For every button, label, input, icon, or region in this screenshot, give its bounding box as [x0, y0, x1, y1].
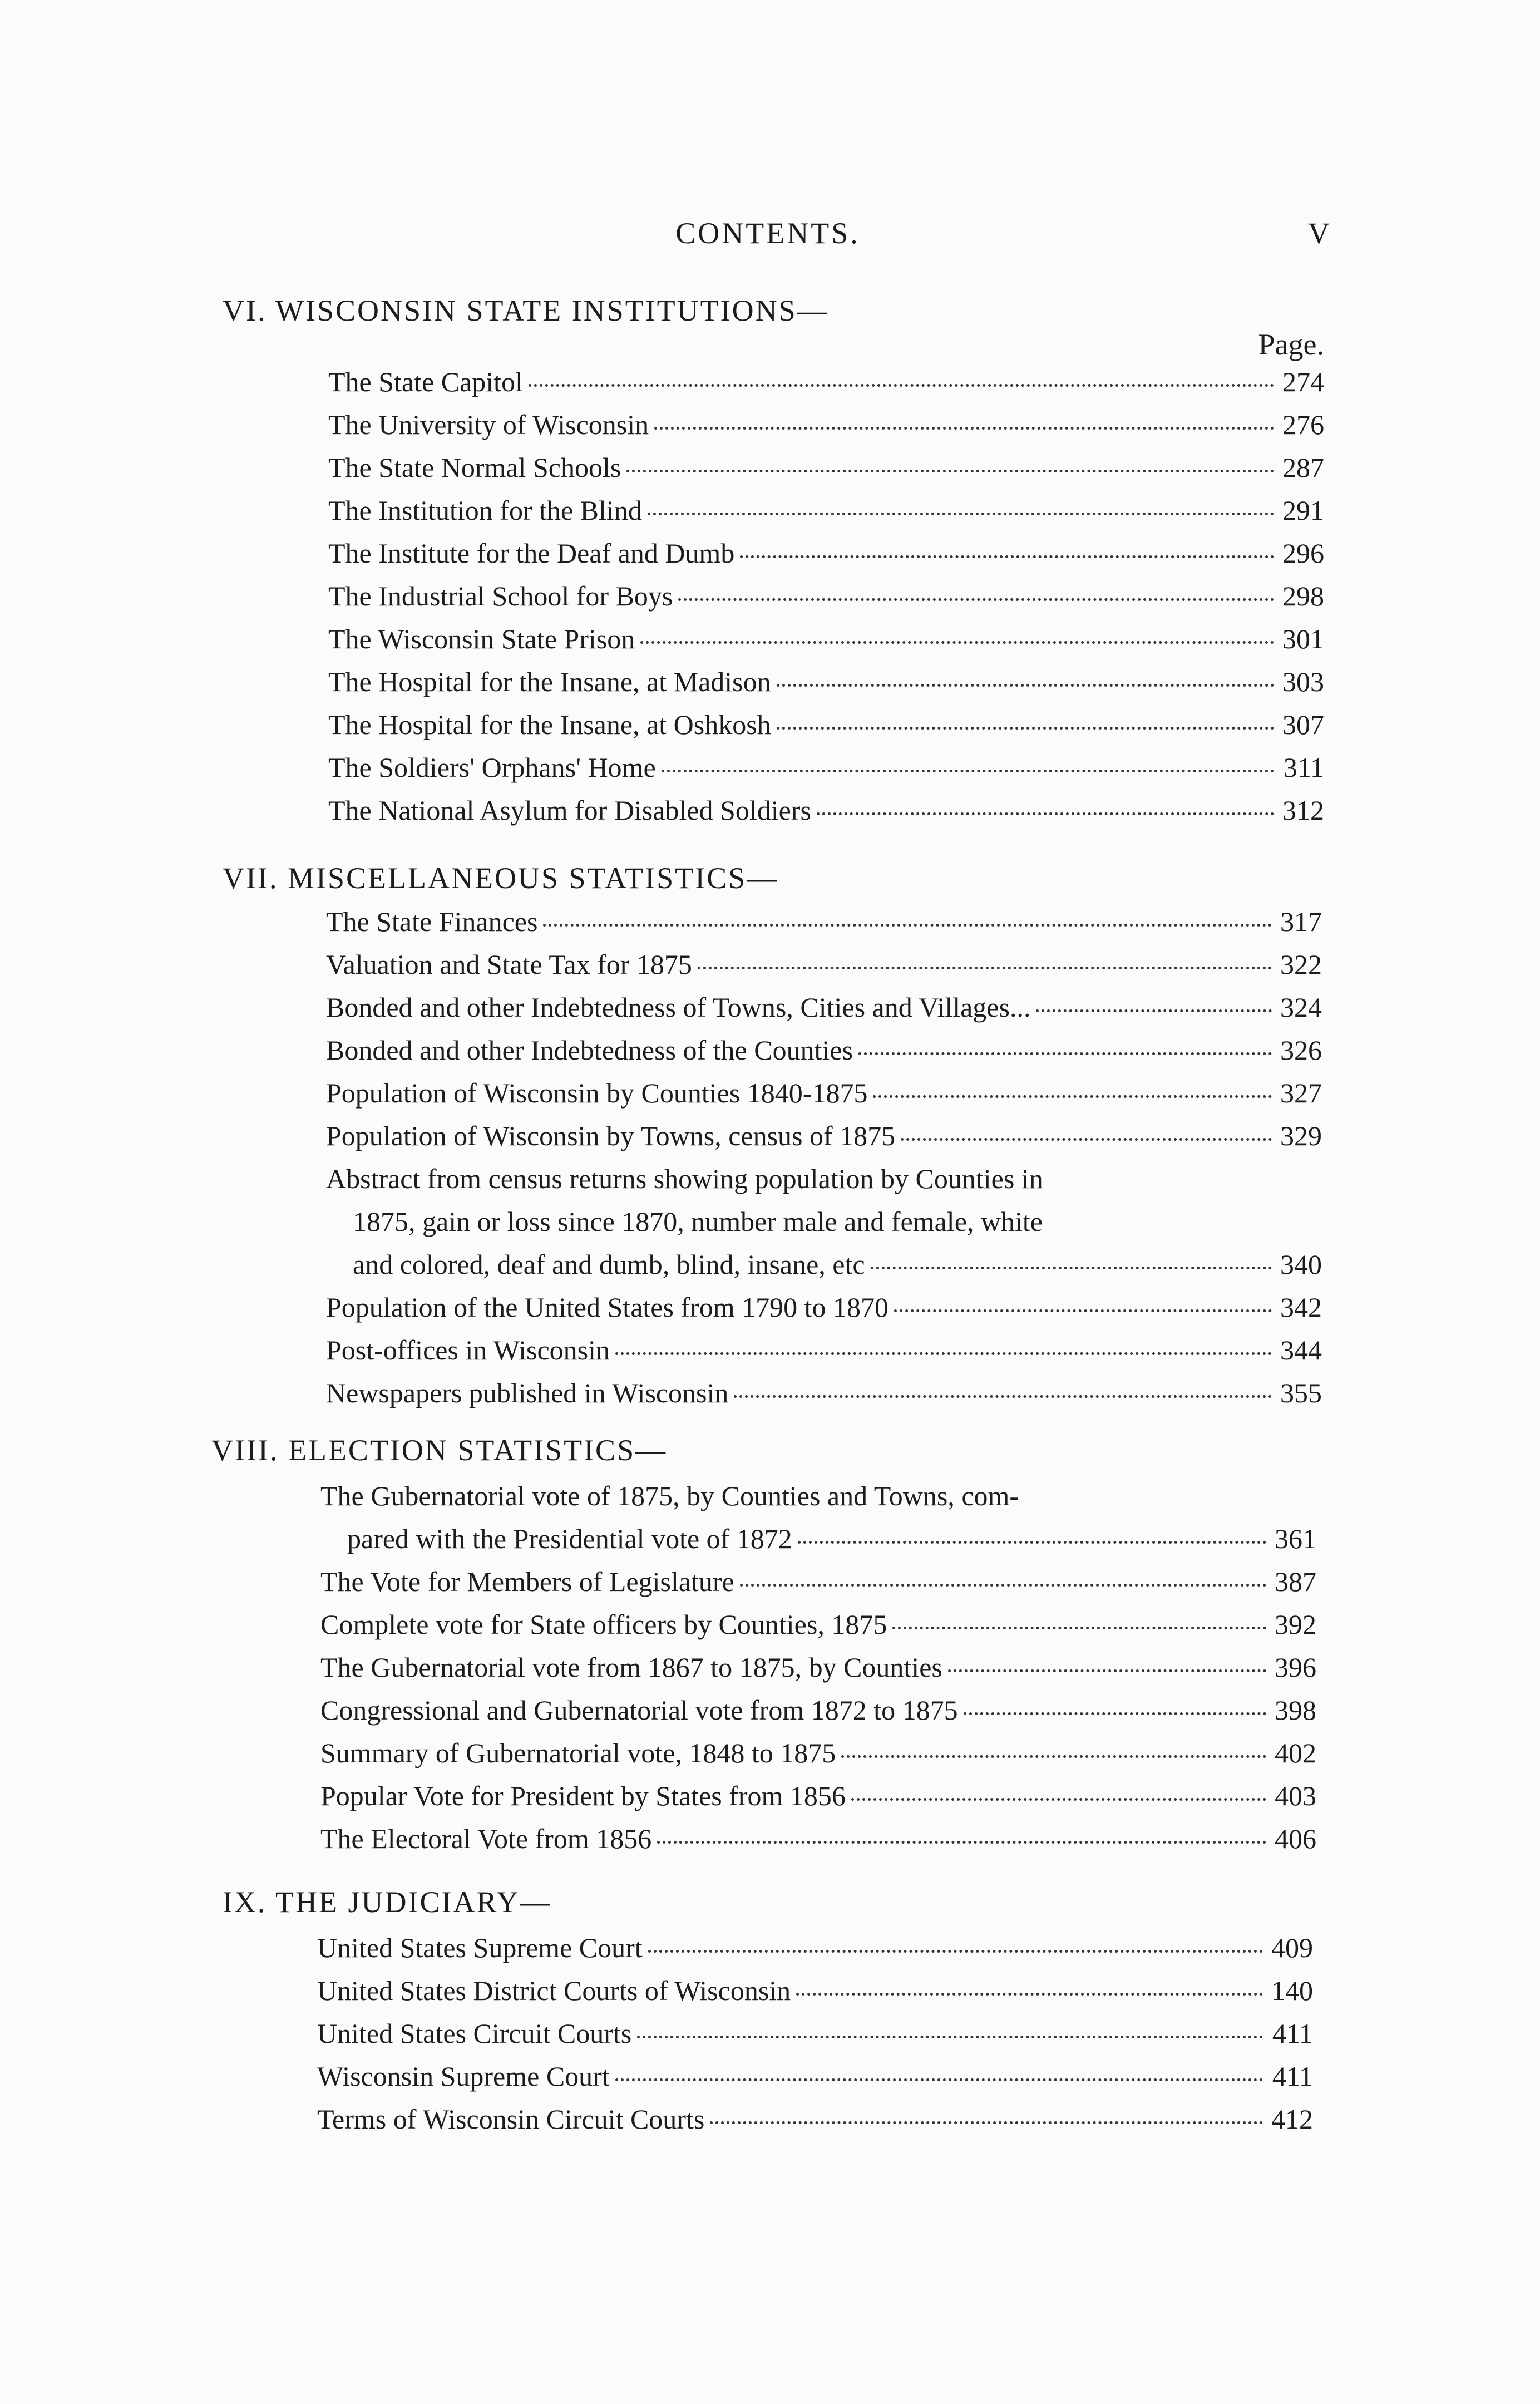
toc-entry-multiline — [320, 1475, 1316, 1560]
toc-entry — [317, 1969, 1313, 2012]
section-title: MISCELLANEOUS STATISTICS— — [287, 861, 779, 895]
entry-page-number: 324 — [1280, 992, 1322, 1023]
toc-entry — [328, 446, 1324, 489]
section-title: ELECTION STATISTICS— — [288, 1433, 668, 1467]
dot-leader — [654, 427, 1274, 430]
section-heading — [223, 857, 1324, 899]
entry-title: The National Asylum for Disabled Soldiers — [328, 795, 811, 826]
toc-entry — [328, 575, 1324, 618]
entry-page-number: 411 — [1272, 2061, 1313, 2092]
entry-page-number: 291 — [1282, 495, 1324, 526]
entry-title: The Hospital for the Insane, at Oshkosh — [328, 709, 771, 740]
entry-page-number: 317 — [1280, 906, 1322, 937]
dot-leader — [894, 1309, 1272, 1312]
section-number: VII. — [223, 861, 279, 895]
entry-title: The Electoral Vote from 1856 — [320, 1823, 652, 1854]
entry-page-number: 311 — [1283, 752, 1324, 783]
section-heading — [223, 1881, 1319, 1923]
entry-page-number: 287 — [1282, 452, 1324, 483]
running-head — [206, 216, 1330, 260]
entry-title: Summary of Gubernatorial vote, 1848 to 1875 — [320, 1737, 836, 1768]
entry-page-number: 396 — [1275, 1652, 1316, 1683]
toc-entry — [320, 1646, 1316, 1689]
toc-entry — [326, 1286, 1322, 1329]
dot-leader — [615, 2078, 1263, 2081]
entry-title: Population of Wisconsin by Towns, census of 1875 — [326, 1120, 896, 1151]
entry-page-number: 329 — [1280, 1120, 1322, 1151]
toc-entry — [328, 746, 1324, 789]
toc-entry — [317, 1927, 1313, 1969]
dot-leader — [640, 641, 1274, 644]
page-numeral: V — [1308, 216, 1330, 250]
entry-page-number: 327 — [1280, 1077, 1322, 1109]
entry-page-number: 276 — [1282, 409, 1324, 440]
dot-leader — [871, 1267, 1272, 1269]
entry-title: The Wisconsin State Prison — [328, 623, 635, 654]
toc-entry — [326, 1072, 1322, 1115]
toc-entry-last-line — [320, 1518, 1316, 1560]
toc-entry — [320, 1732, 1316, 1775]
entry-title-line: The Gubernatorial vote of 1875, by Counties and Towns, com- — [320, 1480, 1019, 1511]
dot-leader — [648, 1950, 1263, 1953]
entry-page-number: 398 — [1275, 1694, 1316, 1726]
dot-leader — [678, 598, 1274, 601]
section-vi — [223, 289, 1324, 332]
section-ix-entries — [317, 1927, 1313, 2141]
entry-page-number: 406 — [1275, 1823, 1316, 1854]
entry-title: Post-offices in Wisconsin — [326, 1334, 610, 1366]
section-vii — [223, 857, 1324, 899]
toc-entry-multiline — [326, 1157, 1322, 1286]
toc-entry — [320, 1603, 1316, 1646]
entry-page-number: 411 — [1272, 2018, 1313, 2049]
toc-entry — [328, 703, 1324, 746]
entry-title: The Hospital for the Insane, at Madison — [328, 666, 771, 697]
entry-page-number: 274 — [1282, 366, 1324, 397]
toc-entry — [328, 361, 1324, 403]
toc-entry — [328, 489, 1324, 532]
entry-title: Popular Vote for President by States from 1856 — [320, 1780, 846, 1811]
toc-entry — [317, 2055, 1313, 2098]
entry-title: The State Normal Schools — [328, 452, 621, 483]
entry-title-line: 1875, gain or loss since 1870, number male and female, white — [353, 1206, 1043, 1237]
entry-page-number: 326 — [1280, 1034, 1322, 1066]
dot-leader — [648, 513, 1274, 515]
entry-page-number: 301 — [1282, 623, 1324, 654]
entry-title: and colored, deaf and dumb, blind, insane, etc — [353, 1249, 865, 1280]
section-viii — [211, 1429, 1319, 1471]
page-column-label: Page. — [1258, 328, 1324, 361]
dot-leader — [698, 967, 1272, 969]
toc-entry — [326, 1329, 1322, 1372]
entry-page-number: 403 — [1275, 1780, 1316, 1811]
entry-page-number: 355 — [1280, 1377, 1322, 1408]
section-title: WISCONSIN STATE INSTITUTIONS— — [275, 294, 829, 327]
toc-entry — [326, 1029, 1322, 1072]
dot-leader — [1036, 1009, 1272, 1012]
section-vii-entries — [326, 900, 1322, 1415]
toc-entry — [326, 1115, 1322, 1157]
dot-leader — [740, 555, 1274, 558]
dot-leader — [901, 1138, 1272, 1141]
dot-leader — [841, 1755, 1266, 1758]
toc-entry — [320, 1560, 1316, 1603]
toc-entry — [320, 1817, 1316, 1860]
entry-title: pared with the Presidential vote of 1872 — [347, 1523, 792, 1554]
entry-title: Population of Wisconsin by Counties 1840-1875 — [326, 1077, 868, 1109]
entry-page-number: 322 — [1280, 949, 1322, 980]
entry-title: United States Supreme Court — [317, 1932, 643, 1963]
toc-entry — [320, 1689, 1316, 1732]
entry-title: The Institution for the Blind — [328, 495, 642, 526]
dot-leader — [734, 1395, 1272, 1398]
entry-page-number: 387 — [1275, 1566, 1316, 1597]
entry-page-number: 312 — [1282, 795, 1324, 826]
dot-leader — [657, 1841, 1266, 1844]
entry-title: The Institute for the Deaf and Dumb — [328, 538, 735, 569]
entry-title: The Industrial School for Boys — [328, 580, 673, 612]
entry-title: The Vote for Members of Legislature — [320, 1566, 734, 1597]
dot-leader — [796, 1993, 1263, 1996]
dot-leader — [615, 1352, 1272, 1355]
dot-leader — [873, 1095, 1272, 1098]
page-title: CONTENTS. — [675, 216, 860, 250]
entry-title: Wisconsin Supreme Court — [317, 2061, 610, 2092]
entry-title-line: Abstract from census returns showing population by Counties in — [326, 1163, 1043, 1194]
toc-entry — [317, 2098, 1313, 2141]
toc-entry — [328, 403, 1324, 446]
dot-leader — [964, 1712, 1266, 1715]
entry-title: The State Capitol — [328, 366, 523, 397]
entry-title: Bonded and other Indebtedness of the Counties — [326, 1034, 853, 1066]
entry-page-number: 412 — [1271, 2104, 1313, 2135]
entry-title: The State Finances — [326, 906, 538, 937]
section-ix — [223, 1881, 1319, 1923]
dot-leader — [543, 924, 1272, 927]
entry-page-number: 140 — [1271, 1975, 1313, 2006]
entry-page-number: 392 — [1275, 1609, 1316, 1640]
entry-page-number: 344 — [1280, 1334, 1322, 1366]
entry-page-number: 303 — [1282, 666, 1324, 697]
toc-entry — [326, 943, 1322, 986]
section-heading — [211, 1429, 1319, 1471]
entry-page-number: 340 — [1280, 1249, 1322, 1280]
dot-leader — [529, 384, 1274, 387]
dot-leader — [798, 1541, 1266, 1544]
dot-leader — [777, 684, 1274, 687]
entry-title: The University of Wisconsin — [328, 409, 649, 440]
entry-title: Congressional and Gubernatorial vote from 1872 to 1875 — [320, 1694, 958, 1726]
entry-title: Terms of Wisconsin Circuit Courts — [317, 2104, 705, 2135]
dot-leader — [626, 470, 1274, 472]
entry-page-number: 296 — [1282, 538, 1324, 569]
dot-leader — [892, 1627, 1266, 1629]
section-number: VI. — [223, 294, 267, 327]
entry-page-number: 402 — [1275, 1737, 1316, 1768]
entry-page-number: 361 — [1275, 1523, 1316, 1554]
entry-title: United States District Courts of Wisconsin — [317, 1975, 791, 2006]
toc-entry — [317, 2012, 1313, 2055]
toc-entry — [326, 900, 1322, 943]
dot-leader — [740, 1584, 1266, 1587]
entry-title: Valuation and State Tax for 1875 — [326, 949, 692, 980]
toc-entry-last-line — [326, 1243, 1322, 1286]
entry-page-number: 409 — [1271, 1932, 1313, 1963]
toc-entry — [320, 1775, 1316, 1817]
section-heading — [223, 289, 1324, 332]
section-vi-entries — [328, 361, 1324, 832]
section-viii-entries — [320, 1475, 1316, 1860]
toc-entry — [326, 1372, 1322, 1415]
toc-entry — [326, 986, 1322, 1029]
entry-page-number: 342 — [1280, 1292, 1322, 1323]
section-title: THE JUDICIARY— — [275, 1885, 552, 1919]
entry-title: Population of the United States from 1790 to 1870 — [326, 1292, 889, 1323]
entry-title: The Soldiers' Orphans' Home — [328, 752, 656, 783]
dot-leader — [662, 770, 1274, 772]
dot-leader — [637, 2036, 1263, 2038]
dot-leader — [817, 812, 1274, 815]
dot-leader — [858, 1052, 1272, 1055]
toc-entry — [328, 661, 1324, 703]
entry-title: Bonded and other Indebtedness of Towns, Cities and Villages... — [326, 992, 1031, 1023]
entry-title: United States Circuit Courts — [317, 2018, 632, 2049]
section-number: IX. — [223, 1885, 267, 1919]
entry-title: Newspapers published in Wisconsin — [326, 1377, 729, 1408]
entry-title: The Gubernatorial vote from 1867 to 1875, by Counties — [320, 1652, 942, 1683]
entry-page-number: 307 — [1282, 709, 1324, 740]
entry-title: Complete vote for State officers by Counties, 1875 — [320, 1609, 887, 1640]
dot-leader — [851, 1798, 1266, 1801]
section-number: VIII. — [211, 1433, 279, 1467]
toc-entry — [328, 532, 1324, 575]
entry-page-number: 298 — [1282, 580, 1324, 612]
dot-leader — [777, 727, 1274, 730]
toc-entry — [328, 789, 1324, 832]
dot-leader — [948, 1669, 1266, 1672]
dot-leader — [710, 2121, 1263, 2124]
toc-entry — [328, 618, 1324, 661]
